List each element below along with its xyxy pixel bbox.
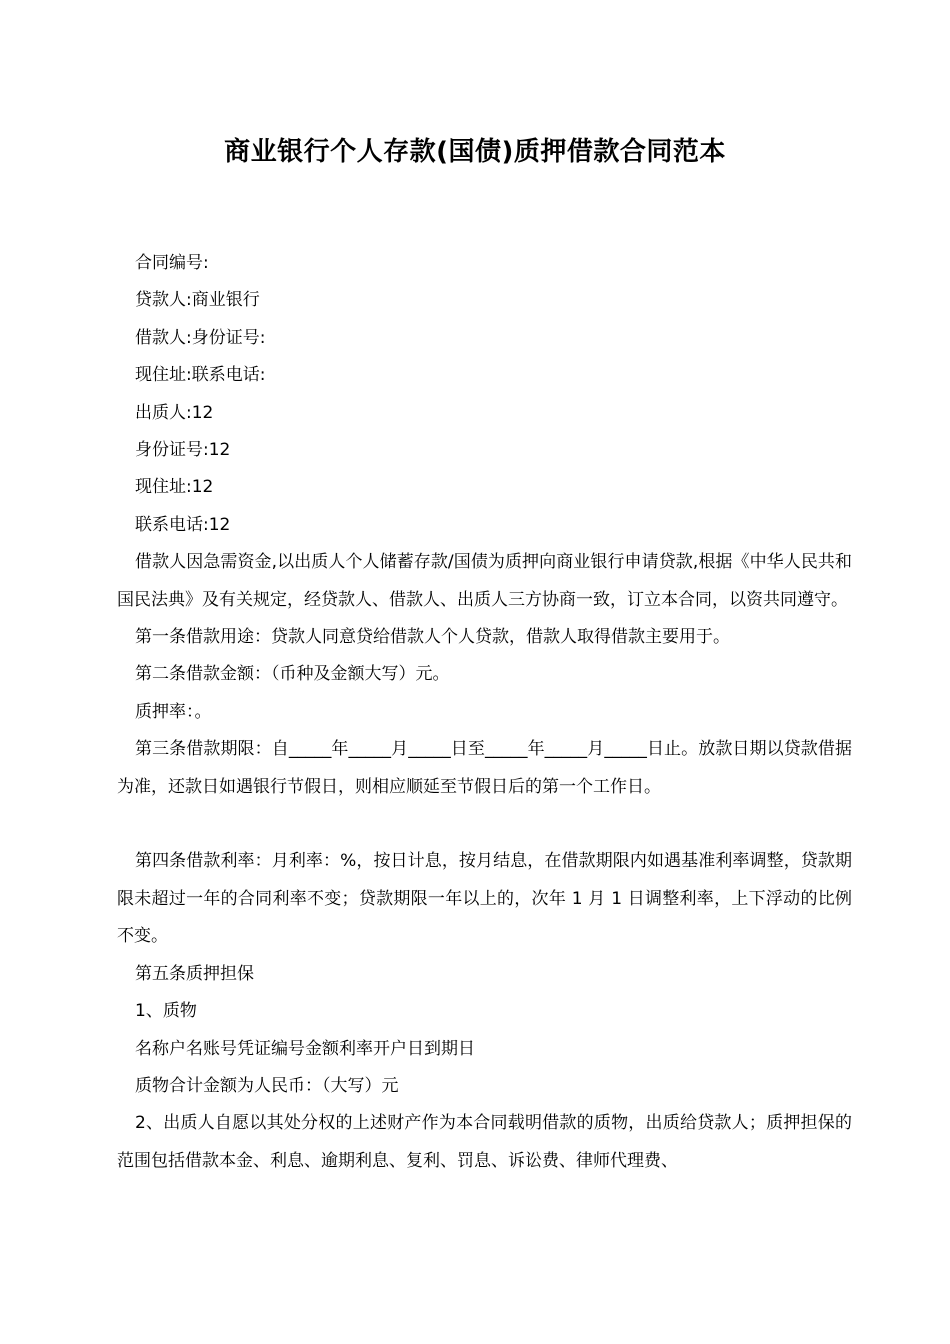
- section-1-collateral: 1、质物: [135, 1001, 197, 1022]
- article-3-term: 第三条借款期限：自_____年_____月_____日至_____年_____月_____日止。放款日期以贷款借据为准，还款日如遇银行节假日，则相应顺延至节假日后的第一个工作日。: [117, 739, 852, 797]
- document-body: [117, 245, 852, 1180]
- pledgor: 出质人:12: [135, 402, 214, 423]
- article-4-interest: 第四条借款利率：月利率：%，按日计息，按月结息，在借款期限内如遇基准利率调整，贷款期限未超过一年的合同利率不变；贷款期限一年以上的，次年 1 月 1 日调整利率，上下浮动的比例不变。: [117, 851, 852, 947]
- pledgor-address: 现住址:12: [135, 477, 214, 498]
- article-5-heading: 第五条质押担保: [135, 963, 254, 984]
- article-1-purpose: 第一条借款用途：贷款人同意贷给借款人个人贷款，借款人取得借款主要用于。: [135, 627, 730, 648]
- collateral-columns: 名称户名账号凭证编号金额利率开户日到期日: [135, 1038, 475, 1059]
- borrower: 借款人:身份证号:: [135, 327, 266, 348]
- collateral-total: 质物合计金额为人民币：（大写）元: [135, 1075, 399, 1096]
- article-2-amount: 第二条借款金额：（币种及金额大写）元。: [135, 664, 450, 685]
- preamble-paragraph: 借款人因急需资金,以出质人个人储蓄存款/国债为质押向商业银行申请贷款,根据《中华人民共和国民法典》及有关规定，经贷款人、借款人、出质人三方协商一致，订立本合同，以资共同遵守。: [117, 552, 852, 610]
- pledgor-phone: 联系电话:12: [135, 514, 231, 535]
- blank-line: [117, 806, 852, 843]
- section-2-pledge-scope: 2、出质人自愿以其处分权的上述财产作为本合同载明借款的质物，出质给贷款人；质押担保的范围包括借款本金、利息、逾期利息、复利、罚息、诉讼费、律师代理费、: [117, 1113, 852, 1171]
- contract-number: 合同编号:: [135, 253, 209, 273]
- lender: 贷款人:商业银行: [135, 290, 260, 311]
- pledgor-id: 身份证号:12: [135, 440, 231, 461]
- borrower-address: 现住址:联系电话:: [135, 365, 266, 386]
- document-title: 商业银行个人存款(国债)质押借款合同范本: [224, 137, 726, 167]
- pledge-rate: 质押率：。: [135, 701, 212, 722]
